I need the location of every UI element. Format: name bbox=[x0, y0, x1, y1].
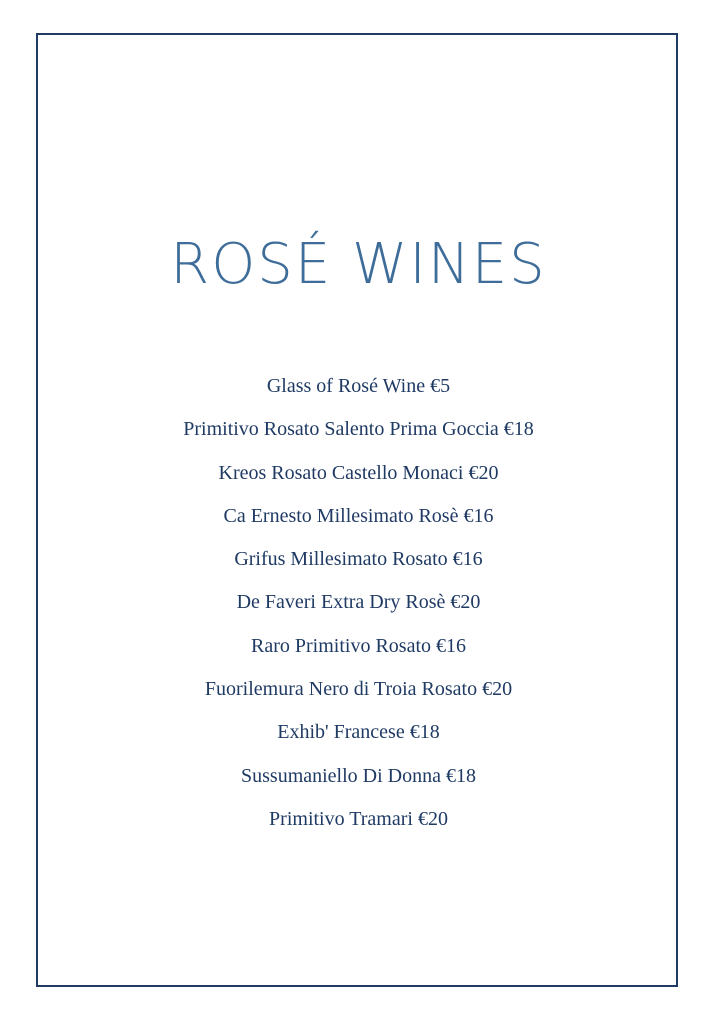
wine-item: Primitivo Tramari €20 bbox=[269, 807, 448, 830]
wine-item: De Faveri Extra Dry Rosè €20 bbox=[236, 591, 481, 614]
page-title: ROSÉ WINES bbox=[170, 232, 547, 297]
wine-item: Glass of Rosé Wine €5 bbox=[266, 375, 451, 397]
wine-item: Sussumaniello Di Donna €18 bbox=[241, 764, 476, 787]
wine-item: Fuorilemura Nero di Troia Rosato €20 bbox=[204, 678, 513, 701]
wine-item: Kreos Rosato Castello Monaci €20 bbox=[218, 461, 499, 484]
wine-item: Primitivo Rosato Salento Prima Goccia €18 bbox=[183, 418, 534, 441]
wine-item: Grifus Millesimato Rosato €16 bbox=[234, 548, 483, 571]
wine-item: Raro Primitivo Rosato €16 bbox=[251, 634, 466, 657]
wine-item: Exhib' Francese €18 bbox=[277, 721, 440, 744]
wine-list bbox=[0, 371, 717, 847]
wine-item: Ca Ernesto Millesimato Rosè €16 bbox=[223, 504, 494, 527]
